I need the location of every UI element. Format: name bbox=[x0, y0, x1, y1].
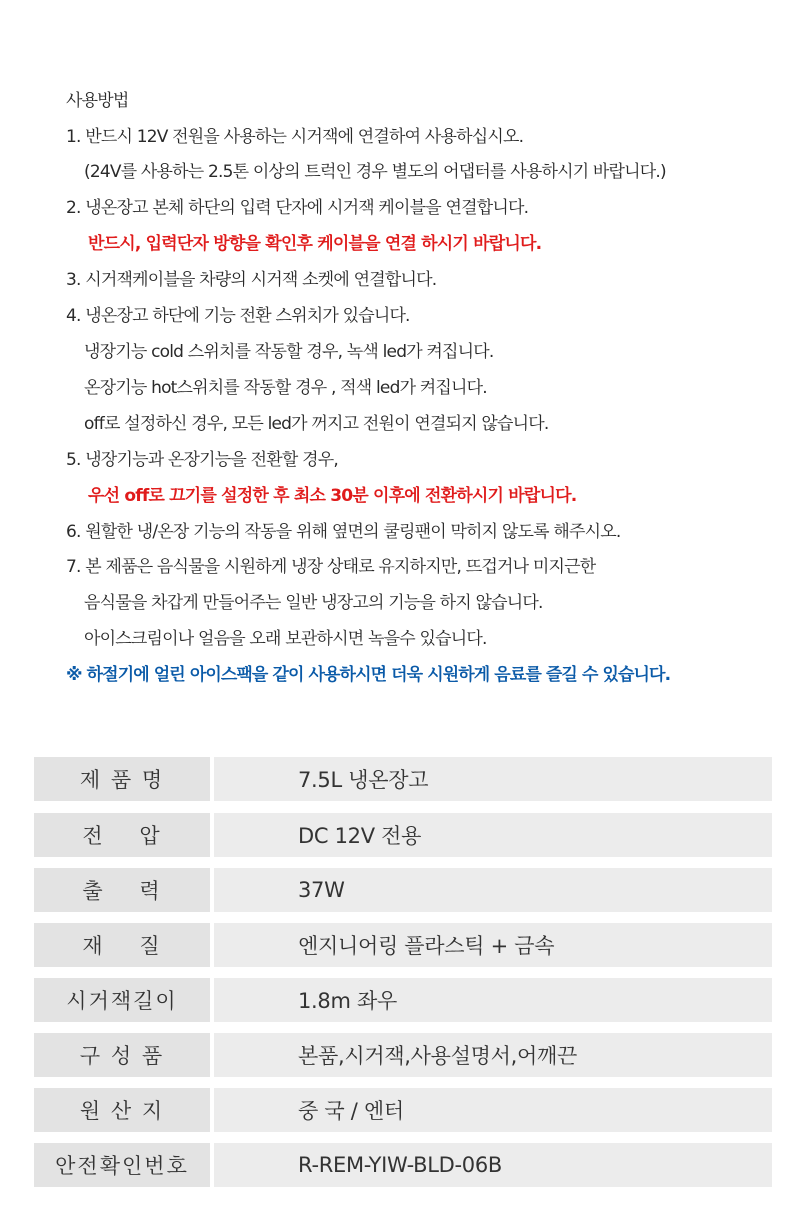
usage-line-3: 2. 냉온장고 본체 하단의 입력 단자에 시거잭 케이블을 연결합니다. bbox=[66, 198, 529, 218]
spec-row-voltage bbox=[34, 813, 772, 857]
usage-line-7: 냉장기능 cold 스위치를 작동할 경우, 녹색 led가 켜집니다. bbox=[84, 342, 494, 362]
spec-label: 구 성 품 bbox=[34, 1033, 210, 1077]
spec-label: 원 산 지 bbox=[34, 1088, 210, 1132]
spec-row-cable-length bbox=[34, 978, 772, 1022]
usage-line-9: off로 설정하신 경우, 모든 led가 꺼지고 전원이 연결되지 않습니다. bbox=[84, 414, 549, 434]
spec-label: 안전확인번호 bbox=[34, 1143, 210, 1187]
spec-value: 중 국 / 엔터 bbox=[214, 1088, 772, 1132]
spec-value: 7.5L 냉온장고 bbox=[214, 757, 772, 801]
usage-line-1: 1. 반드시 12V 전원을 사용하는 시거잭에 연결하여 사용하십시오. bbox=[66, 127, 524, 147]
spec-row-components bbox=[34, 1033, 772, 1077]
usage-line-13: 7. 본 제품은 음식물을 시원하게 냉장 상태로 유지하지만, 뜨겁거나 미지근한 bbox=[66, 557, 596, 577]
spec-row-origin bbox=[34, 1088, 772, 1132]
spec-value: 본품,시거잭,사용설명서,어깨끈 bbox=[214, 1033, 772, 1077]
usage-line-6: 4. 냉온장고 하단에 기능 전환 스위치가 있습니다. bbox=[66, 306, 410, 326]
spec-row-material bbox=[34, 923, 772, 967]
spec-label: 시거잭길이 bbox=[34, 978, 210, 1022]
usage-warning-2: 우선 off로 끄기를 설정한 후 최소 30분 이후에 전환하시기 바랍니다. bbox=[88, 486, 577, 506]
spec-value: 37W bbox=[214, 868, 772, 912]
spec-value: 엔지니어링 플라스틱 + 금속 bbox=[214, 923, 772, 967]
usage-heading: 사용방법 bbox=[66, 91, 129, 111]
spec-label: 재 질 bbox=[34, 923, 210, 967]
usage-line-12: 6. 원할한 냉/온장 기능의 작동을 위해 옆면의 쿨링팬이 막히지 않도록 해주시오. bbox=[66, 522, 621, 542]
usage-warning-1: 반드시, 입력단자 방향을 확인후 케이블을 연결 하시기 바랍니다. bbox=[88, 234, 542, 254]
spec-row-output bbox=[34, 868, 772, 912]
spec-value: R-REM-YIW-BLD-06B bbox=[214, 1143, 772, 1187]
spec-value: DC 12V 전용 bbox=[214, 813, 772, 857]
spec-value: 1.8m 좌우 bbox=[214, 978, 772, 1022]
usage-line-8: 온장기능 hot스위치를 작동할 경우 , 적색 led가 켜집니다. bbox=[84, 378, 487, 398]
spec-label: 전 압 bbox=[34, 813, 210, 857]
spec-label: 제 품 명 bbox=[34, 757, 210, 801]
usage-line-5: 3. 시거잭케이블을 차량의 시거잭 소켓에 연결합니다. bbox=[66, 270, 437, 290]
usage-note: ※ 하절기에 얼린 아이스팩을 같이 사용하시면 더욱 시원하게 음료를 즐길 수 있습니다. bbox=[66, 665, 671, 685]
spec-row-product-name bbox=[34, 757, 772, 801]
spec-label: 출 력 bbox=[34, 868, 210, 912]
usage-line-10: 5. 냉장기능과 온장기능을 전환할 경우, bbox=[66, 450, 338, 470]
usage-line-2: (24V를 사용하는 2.5톤 이상의 트럭인 경우 별도의 어댑터를 사용하시기 바랍니다.) bbox=[84, 162, 666, 182]
spec-row-safety-number bbox=[34, 1143, 772, 1187]
usage-line-14: 음식물을 차갑게 만들어주는 일반 냉장고의 기능을 하지 않습니다. bbox=[84, 593, 543, 613]
usage-line-15: 아이스크림이나 얼음을 오래 보관하시면 녹을수 있습니다. bbox=[84, 629, 487, 649]
